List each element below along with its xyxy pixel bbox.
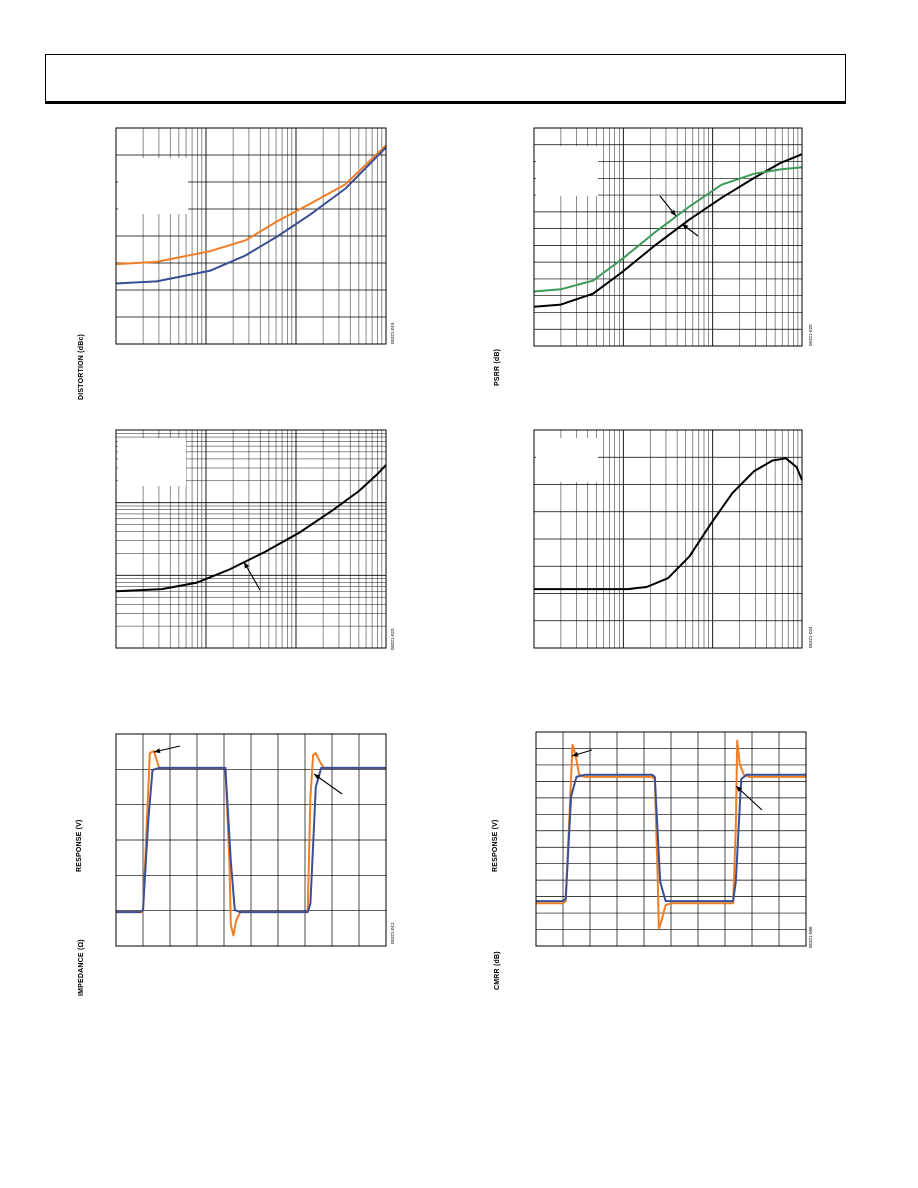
- psrr-figure-id: 05321-020: [808, 324, 813, 346]
- distortion-figure-id: 05321-019: [390, 322, 395, 344]
- pulse-b-ylabel: RESPONSE (V): [492, 819, 499, 872]
- chart-pulse-b: [490, 728, 820, 968]
- distortion-legend-area: [118, 158, 188, 214]
- impedance-ylabel: IMPEDANCE (Ω): [78, 939, 85, 996]
- psrr-legend-area: [536, 146, 598, 196]
- chart-pulse-a-svg: [72, 728, 402, 968]
- distortion-ylabel: DISTORTION (dBc): [78, 333, 85, 400]
- pulse-a-ylabel: RESPONSE (V): [76, 819, 83, 872]
- pulse-a-figure-id: 05321-012: [390, 922, 395, 944]
- chart-psrr-svg: [492, 124, 822, 364]
- impedance-legend-area: [118, 438, 186, 486]
- chart-impedance-svg: [72, 426, 402, 666]
- psrr-ylabel: PSRR (dB): [494, 348, 501, 386]
- chart-distortion: [72, 124, 402, 400]
- chart-pulse-b-svg: [490, 728, 820, 968]
- chart-distortion-svg: [72, 124, 402, 364]
- chart-pulse-a: [72, 728, 402, 968]
- impedance-figure-id: 05321-023: [390, 628, 395, 650]
- chart-cmrr-svg: [492, 426, 822, 666]
- cmrr-figure-id: 05321-024: [808, 626, 813, 648]
- page-header: [45, 54, 846, 102]
- cmrr-legend-area: [536, 438, 598, 482]
- pulse-b-figure-id: 05321-066: [808, 926, 813, 948]
- chart-psrr: [492, 124, 822, 386]
- cmrr-ylabel: CMRR (dB): [494, 951, 501, 990]
- header-rule: [45, 102, 846, 104]
